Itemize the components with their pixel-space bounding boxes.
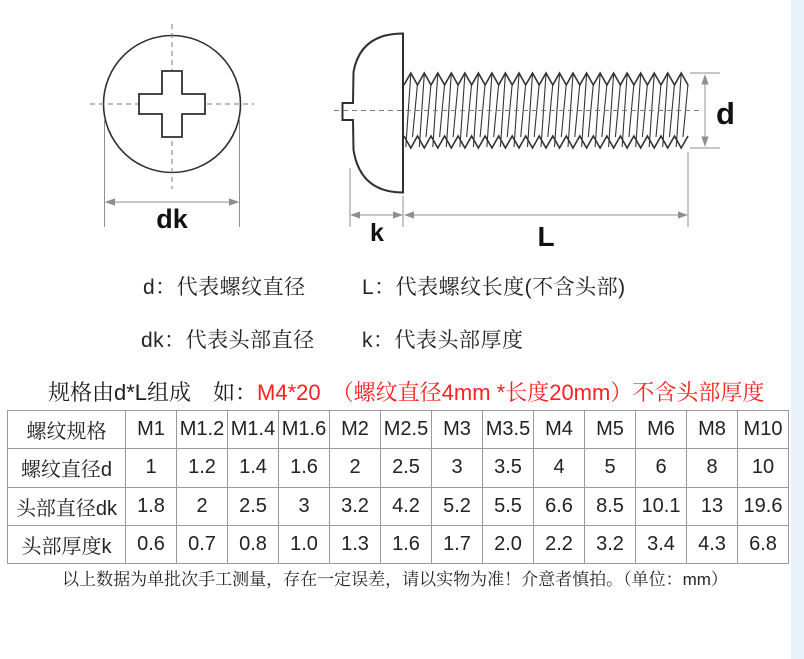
table-cell: 6.8 [738, 525, 789, 563]
definition-d: d：代表螺纹直径 [143, 276, 306, 299]
k-dimension-label: k [370, 219, 384, 247]
table-cell: 6.6 [534, 487, 585, 525]
table-cell: 2 [177, 487, 228, 525]
spec-format-prefix: 规格由d*L组成 如： [48, 380, 258, 405]
table-cell: 6 [636, 449, 687, 487]
definition-dk: dk：代表头部直径 [141, 329, 315, 352]
row-header: 螺纹直径d [8, 449, 126, 487]
table-cell: 19.6 [738, 487, 789, 525]
table-cell: 5.2 [432, 487, 483, 525]
table-cell: 2.5 [381, 449, 432, 487]
right-edge-strip [791, 0, 804, 659]
table-cell: 3 [432, 449, 483, 487]
head-top-view [90, 24, 254, 234]
table-cell: 1.4 [228, 449, 279, 487]
table-cell: 3.4 [636, 525, 687, 563]
table-row-thread-diameter [8, 449, 789, 487]
table-cell: M3.5 [483, 411, 534, 449]
table-cell: 1.6 [381, 525, 432, 563]
table-cell: 1.7 [432, 525, 483, 563]
pan-head-profile [343, 34, 404, 193]
table-cell: 1.6 [279, 449, 330, 487]
table-cell: M10 [738, 411, 789, 449]
table-cell: M8 [687, 411, 738, 449]
table-cell: M3 [432, 411, 483, 449]
l-dimension [404, 152, 688, 227]
d-dimension-label: d [716, 96, 735, 131]
table-cell: M1.6 [279, 411, 330, 449]
row-header: 头部直径dk [8, 487, 126, 525]
measurement-disclaimer-note: 以上数据为单批次手工测量，存在一定误差，请以实物为准！介意者慎拍。（单位：mm） [62, 570, 728, 589]
table-cell: 0.7 [177, 525, 228, 563]
table-cell: 3.2 [330, 487, 381, 525]
table-cell: 2.5 [228, 487, 279, 525]
definition-k: k：代表头部厚度 [362, 329, 524, 352]
table-cell: 2 [330, 449, 381, 487]
table-cell: 8 [687, 449, 738, 487]
table-row-spec [8, 411, 789, 449]
table-cell: M6 [636, 411, 687, 449]
table-cell: 4 [534, 449, 585, 487]
table-cell: 1.8 [126, 487, 177, 525]
table-cell: 1.3 [330, 525, 381, 563]
spec-format-line [48, 376, 764, 407]
screw-side-view [334, 34, 735, 253]
screw-dimensions-table [7, 410, 789, 564]
dk-dimension-label: dk [156, 204, 188, 234]
table-cell: 5 [585, 449, 636, 487]
table-cell: 2.2 [534, 525, 585, 563]
table-cell: 3.2 [585, 525, 636, 563]
table-cell: 4.3 [687, 525, 738, 563]
table-cell: 1 [126, 449, 177, 487]
table-row-head-diameter [8, 487, 789, 525]
table-cell: 2.0 [483, 525, 534, 563]
table-cell: 4.2 [381, 487, 432, 525]
table-cell: 8.5 [585, 487, 636, 525]
table-cell: M2 [330, 411, 381, 449]
definition-L: L：代表螺纹长度(不含头部) [362, 276, 626, 299]
phillips-recess-icon [139, 71, 205, 137]
table-cell: 5.5 [483, 487, 534, 525]
spec-format-example: M4*20 （螺纹直径4mm *长度20mm）不含头部厚度 [257, 380, 765, 405]
table-cell: M1 [126, 411, 177, 449]
l-dimension-label: L [537, 221, 555, 252]
table-cell: M1.4 [228, 411, 279, 449]
table-cell: 10 [738, 449, 789, 487]
table-cell: M2.5 [381, 411, 432, 449]
table-row-head-thickness [8, 525, 789, 563]
table-cell: 3 [279, 487, 330, 525]
table-cell: 13 [687, 487, 738, 525]
table-cell: 3.5 [483, 449, 534, 487]
table-cell: M1.2 [177, 411, 228, 449]
table-cell: M4 [534, 411, 585, 449]
table-cell: 0.8 [228, 525, 279, 563]
row-header: 头部厚度k [8, 525, 126, 563]
table-cell: 1.0 [279, 525, 330, 563]
table-cell: 10.1 [636, 487, 687, 525]
table-cell: M5 [585, 411, 636, 449]
table-cell: 1.2 [177, 449, 228, 487]
screw-technical-drawing [0, 0, 804, 262]
table-cell: 0.6 [126, 525, 177, 563]
row-header: 螺纹规格 [8, 411, 126, 449]
